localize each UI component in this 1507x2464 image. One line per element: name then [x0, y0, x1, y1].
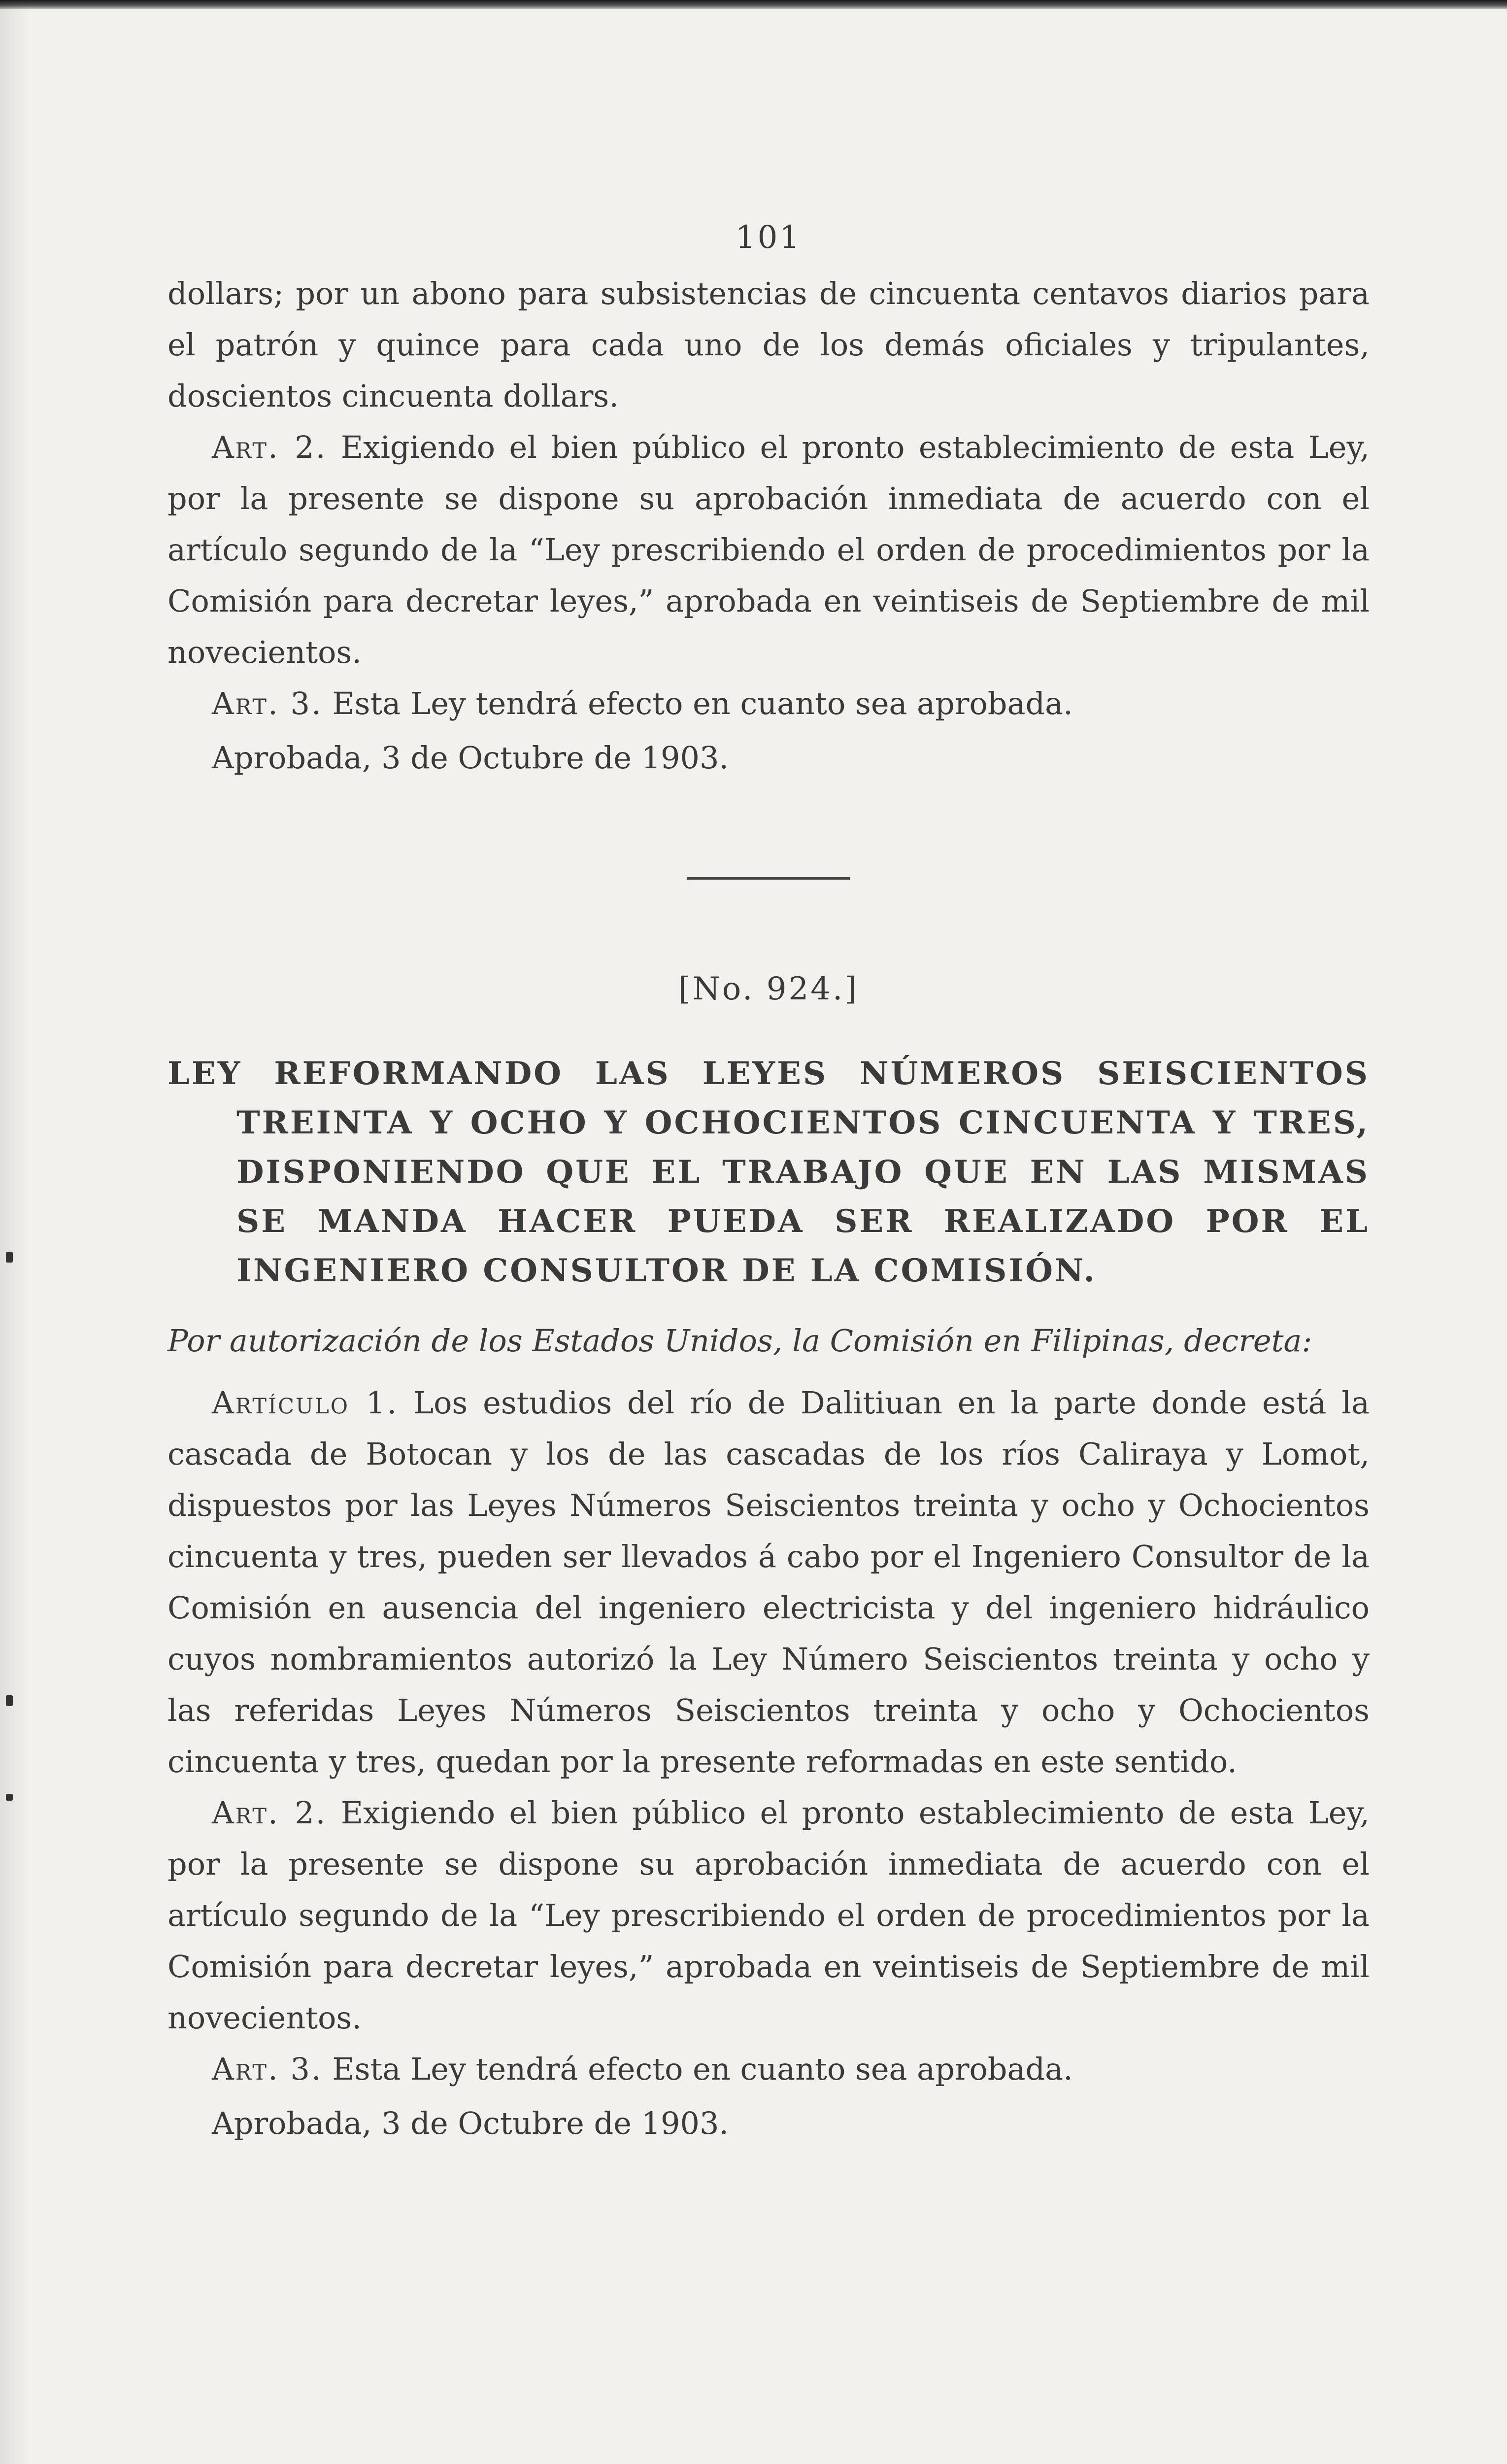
- margin-mark: [6, 1695, 13, 1706]
- margin-mark: [6, 1252, 13, 1263]
- article-label: Art. 2.: [212, 429, 327, 465]
- first-law-article-3: [167, 678, 1370, 729]
- page-number: 101: [735, 219, 802, 256]
- document-page: [167, 212, 1370, 2149]
- article-label: Art. 3.: [212, 2051, 323, 2087]
- article-text: Esta Ley tendrá efecto en cuanto sea aprobada.: [332, 2051, 1073, 2087]
- scan-left-shadow: [0, 0, 30, 2464]
- second-law-article-3: [167, 2044, 1370, 2095]
- article-text: Los estudios del río de Dalitiuan en la parte donde está la cascada de Botocan y los de las cascadas de los ríos Caliraya y Lomot, dispuestos por las Leyes Números Seiscientos treinta y ocho y Ochocientos cincuenta y tres, pueden ser llevados á cabo por el Ingeniero Consultor de la Comisión en ausencia del ingeniero electricista y del ingeniero hidráulico cuyos nombramientos autorizó la Ley Número Seiscientos treinta y ocho y las referidas Leyes Números Seiscientos treinta y ocho y Ochocientos cincuenta y tres, quedan por la presente reformadas en este sentido.: [167, 1385, 1370, 1780]
- second-law-article-2: [167, 1787, 1370, 2044]
- section-divider: [687, 877, 850, 880]
- article-label: Artículo 1.: [212, 1385, 399, 1421]
- law-title: LEY REFORMANDO LAS LEYES NÚMEROS SEISCIENTOS TREINTA Y OCHO Y OCHOCIENTOS CINCUENTA Y TRES, DISPONIENDO QUE EL TRABAJO QUE EN LAS MISMAS SE MANDA HACER PUEDA SER REALIZADO POR EL INGENIERO CONSULTOR DE LA COMISIÓN.: [167, 1055, 1370, 1289]
- second-law-approval: Aprobada, 3 de Octubre de 1903.: [212, 2105, 729, 2141]
- first-law-article-2: [167, 422, 1370, 678]
- scan-top-edge: [0, 0, 1507, 9]
- article-text: Exigiendo el bien público el pronto establecimiento de esta Ley, por la presente se dispone su aprobación inmediata de acuerdo con el artículo segundo de la “Ley prescribiendo el orden de procedimientos por la Comisión para decretar leyes,” aprobada en veintiseis de Septiembre de mil novecientos.: [167, 1795, 1370, 2036]
- first-law-approval: Aprobada, 3 de Octubre de 1903.: [212, 740, 729, 776]
- second-law-article-1: [167, 1377, 1370, 1787]
- article-text: Exigiendo el bien público el pronto establecimiento de esta Ley, por la presente se dispone su aprobación inmediata de acuerdo con el artículo segundo de la “Ley prescribiendo el orden de procedimientos por la Comisión para decretar leyes,” aprobada en veintiseis de Septiembre de mil novecientos.: [167, 429, 1370, 670]
- article-label: Art. 2.: [212, 1795, 327, 1831]
- law-preamble: Por autorización de los Estados Unidos, la Comisión en Filipinas, decreta:: [167, 1323, 1312, 1359]
- article-label: Art. 3.: [212, 685, 323, 721]
- article-text: Esta Ley tendrá efecto en cuanto sea aprobada.: [332, 685, 1073, 721]
- law-number: [No. 924.]: [678, 971, 859, 1007]
- margin-mark: [6, 1794, 13, 1801]
- carryover-paragraph: dollars; por un abono para subsistencias de cincuenta centavos diarios para el patrón y quince para cada uno de los demás oficiales y tripulantes, doscientos cincuenta dollars.: [167, 275, 1370, 414]
